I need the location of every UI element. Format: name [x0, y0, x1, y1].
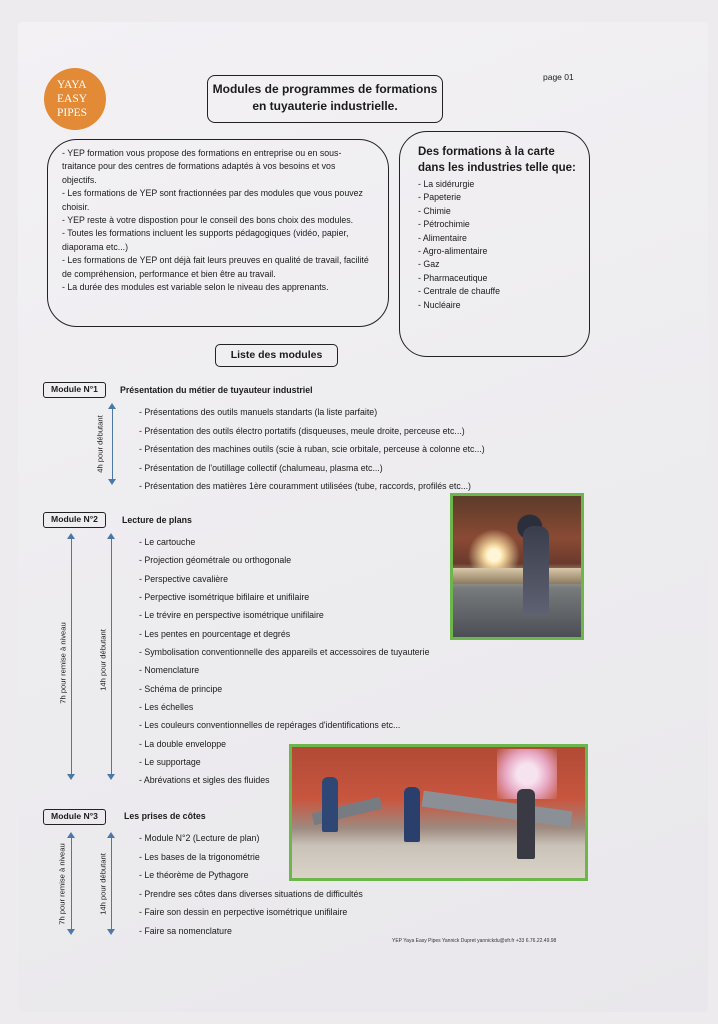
module-item: - Module N°2 (Lecture de plan) [139, 833, 260, 843]
module-item: - Le cartouche [139, 537, 196, 547]
module-1-duration-arrow [108, 403, 116, 485]
module-item: - Perpective isométrique bifilaire et unifilaire [139, 592, 310, 603]
module-item: - Les bases de la trigonométrie [139, 851, 260, 862]
intro-paragraph: - Toutes les formations incluent les supports pédagogiques (vidéo, papier, diaporama etc...) [62, 228, 349, 252]
industries-list [418, 178, 579, 312]
module-1-duration-debutant: 4h pour débutant [95, 415, 105, 473]
industries-title [418, 144, 579, 176]
industry-item: - Pharmaceutique [418, 272, 488, 283]
module-item: - Présentation des machines outils (scie à ruban, scie orbitale, perceuse à colonne etc...) [139, 444, 485, 454]
module-1-label: Module N°1 [43, 382, 106, 398]
module-1-items [139, 403, 485, 496]
logo-line-1: YAYA [57, 79, 87, 91]
module-1-title: Présentation du métier de tuyauteur industriel [120, 385, 313, 395]
welding-photo [450, 493, 584, 640]
module-item: - Prendre ses côtes dans diverses situations de difficultés [139, 888, 363, 899]
module-3-title: Les prises de côtes [124, 811, 206, 821]
industry-item: - Alimentaire [418, 232, 467, 243]
intro-paragraph: - YEP reste à votre dispostion pour le conseil des bons choix des modules. [62, 215, 354, 226]
logo-line-2: EASY [57, 93, 88, 105]
title-line-1: Modules de programmes de formations [212, 82, 438, 96]
industry-item: - Chimie [418, 205, 451, 216]
module-2-debutant-arrow [107, 533, 115, 780]
industry-item: - Nucléaire [418, 299, 461, 310]
module-item: - Symbolisation conventionnelle des appareils et accessoires de tuyauterie [139, 647, 430, 658]
module-3-duration-debutant: 14h pour débutant [98, 853, 108, 915]
industry-item: - La sidérurgie [418, 179, 475, 189]
document-title [207, 75, 443, 123]
industry-item: - Centrale de chauffe [418, 286, 500, 297]
intro-box [47, 139, 389, 327]
module-2-duration-debutant: 14h pour débutant [98, 629, 108, 691]
module-3-debutant-arrow [107, 832, 115, 935]
module-2-duration-remise: 7h pour remise à niveau [58, 622, 68, 704]
module-item: - Le trévire en perspective isométrique unifilaire [139, 610, 324, 621]
module-item: - Présentations des outils manuels standarts (la liste parfaite) [139, 407, 378, 417]
module-item: - Nomenclature [139, 665, 200, 676]
title-line-2: en tuyauterie industrielle. [252, 99, 398, 113]
module-item: - Perspective cavalière [139, 573, 228, 584]
module-2-label: Module N°2 [43, 512, 106, 528]
module-item: - Les pentes en pourcentage et degrés [139, 628, 291, 639]
module-3-remise-arrow [67, 832, 75, 935]
module-item: - Les couleurs conventionnelles de repérages d'identifications etc... [139, 720, 401, 731]
module-3-duration-remise: 7h pour remise à niveau [57, 843, 67, 925]
module-item: - La double enveloppe [139, 738, 227, 749]
module-item: - Présentation de l'outillage collectif (chalumeau, plasma etc...) [139, 462, 383, 473]
module-item: - Faire son dessin en perpective isométrique unifilaire [139, 907, 348, 918]
intro-paragraph: - Les formations de YEP sont fractionnées par des modules que vous pouvez choisir. [62, 188, 363, 212]
intro-paragraph: - YEP formation vous propose des formations en entreprise ou en sous-traitance pour des centres de formations adaptés à vos besoins et vos objectifs. [62, 148, 342, 185]
module-item: - Abrévations et sigles des fluides [139, 775, 270, 786]
module-item: - Projection géométrale ou orthogonale [139, 555, 292, 566]
modules-list-heading: Liste des modules [215, 344, 338, 367]
industry-item: - Papeterie [418, 192, 462, 203]
industry-item: - Pétrochimie [418, 219, 470, 230]
industries-title-line-2: dans les industries telle que: [418, 162, 576, 174]
module-item: - Présentation des outils électro portatifs (disqueuses, meule droite, perceuse etc...) [139, 425, 465, 436]
module-3-label: Module N°3 [43, 809, 106, 825]
intro-paragraph: - La durée des modules est variable selon le niveau des apprenants. [62, 282, 329, 293]
industry-item: - Agro-alimentaire [418, 246, 488, 257]
module-item: - Présentation des matières 1ère couramment utilisées (tube, raccords, profilés etc...) [139, 481, 471, 491]
module-item: - Faire sa nomenclature [139, 925, 232, 936]
module-item: - Schéma de principe [139, 683, 223, 694]
industry-item: - Gaz [418, 259, 440, 270]
intro-paragraph: - Les formations de YEP ont déjà fait leurs preuves en qualité de travail, facilité de compréhension, performance et bien être au travail. [62, 255, 369, 279]
module-2-title: Lecture de plans [122, 515, 192, 525]
module-item: - Les échelles [139, 702, 194, 713]
industries-box [399, 131, 590, 357]
module-2-remise-arrow [67, 533, 75, 780]
module-item: - Le supportage [139, 757, 201, 768]
logo-line-3: PIPES [57, 107, 88, 119]
yaya-easy-pipes-logo [44, 68, 106, 130]
page-number: page 01 [543, 72, 574, 82]
footer-contact: YEP Yaya Easy Pipes Yannick Dupret yannickdu@sfr.fr +33 6.76.22.49.98 [392, 938, 557, 944]
workshop-photo [289, 744, 588, 881]
industries-title-line-1: Des formations à la carte [418, 146, 555, 158]
module-item: - Le théorème de Pythagore [139, 870, 249, 881]
